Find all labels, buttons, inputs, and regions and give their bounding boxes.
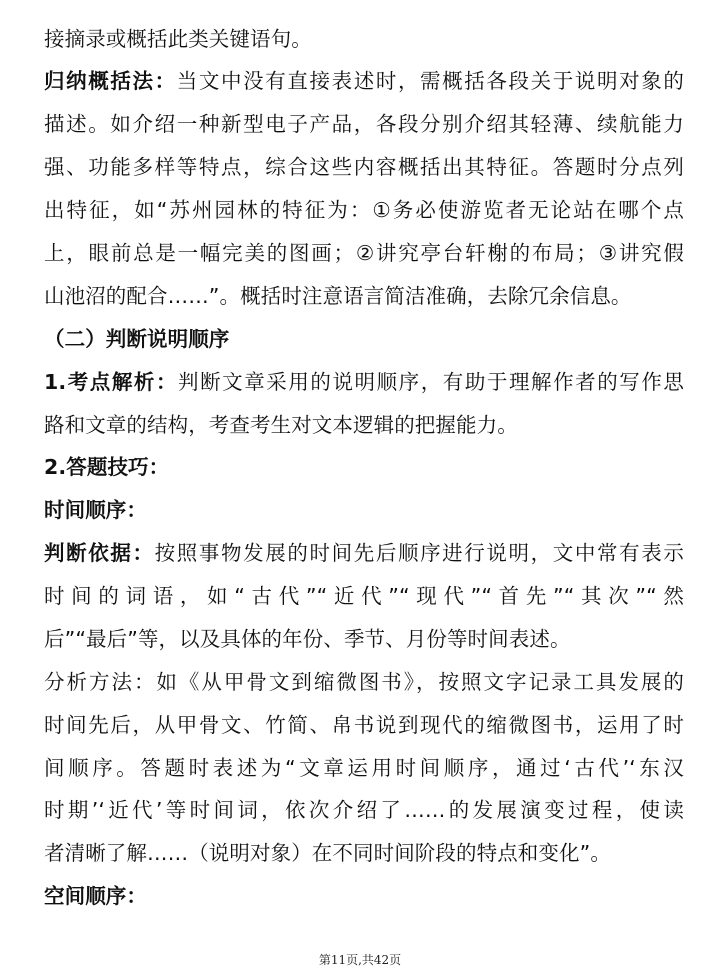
subheading (44, 881, 147, 911)
text-line (44, 795, 684, 825)
line-text: 分析方法：如《从甲骨文到缩微图书》，按照文字记录工具发展的 (44, 670, 684, 694)
text-line (44, 367, 684, 397)
text-line (44, 109, 684, 139)
text-line (44, 624, 571, 654)
line-text: 强、功能多样等特点，综合这些内容概括出其特征。答题时分点列 (44, 155, 684, 179)
line-label: 1.考点解析： (44, 370, 179, 394)
line-label: 2.答题技巧： (44, 455, 170, 479)
line-text: 后”“最后”等，以及具体的年份、季节、月份等时间表述。 (44, 627, 571, 651)
text-line (44, 66, 684, 96)
text-line (44, 753, 684, 783)
line-text: 接摘录或概括此类关键语句。 (44, 27, 312, 51)
line-text: 上，眼前总是一幅完美的图画；②讲究亭台轩榭的布局；③讲究假 (44, 241, 684, 265)
line-text: 按照事物发展的时间先后顺序进行说明，文中常有表示 (154, 541, 684, 565)
line-text: 描述。如介绍一种新型电子产品，各段分别介绍其轻薄、续航能力 (44, 112, 684, 136)
line-text: 出特征，如“苏州园林的特征为：①务必使游览者无论站在哪个点 (44, 198, 684, 222)
line-text: 间顺序。答题时表述为“文章运用时间顺序，通过‘古代’‘东汉 (44, 756, 684, 780)
line-text: 山池沼的配合……”。概括时注意语言简洁准确，去除冗余信息。 (44, 284, 632, 308)
text-line (44, 838, 611, 868)
text-line (44, 581, 684, 611)
line-text: 时间的词语，如“古代”“近代”“现代”“首先”“其次”“然 (44, 584, 684, 608)
text-line (44, 238, 684, 268)
line-label: 空间顺序： (44, 884, 147, 908)
line-text: 者清晰了解……（说明对象）在不同时间阶段的特点和变化”。 (44, 841, 611, 865)
text-line (44, 195, 684, 225)
line-label: 归纳概括法： (44, 69, 177, 93)
line-text: 时期’‘近代’等时间词，依次介绍了……的发展演变过程，使读 (44, 798, 684, 822)
line-label: 判断依据： (44, 541, 155, 565)
line-label: （二）判断说明顺序 (44, 327, 230, 351)
text-line (44, 667, 684, 697)
text-line (44, 24, 312, 54)
section-heading (44, 324, 229, 354)
subheading (44, 452, 169, 482)
text-line (44, 538, 684, 568)
line-label: 时间顺序： (44, 498, 147, 522)
line-text: 路和文章的结构，考查考生对文本逻辑的把握能力。 (44, 413, 518, 437)
subheading (44, 495, 147, 525)
text-line (44, 281, 632, 311)
page-number: 第11页,共42页 (318, 953, 402, 967)
text-line (44, 410, 518, 440)
text-line (44, 710, 684, 740)
line-text: 判断文章采用的说明顺序，有助于理解作者的写作思 (178, 370, 684, 394)
line-text: 时间先后，从甲骨文、竹简、帛书说到现代的缩微图书，运用了时 (44, 713, 684, 737)
line-text: 当文中没有直接表述时，需概括各段关于说明对象的 (176, 69, 684, 93)
text-line (44, 152, 684, 182)
